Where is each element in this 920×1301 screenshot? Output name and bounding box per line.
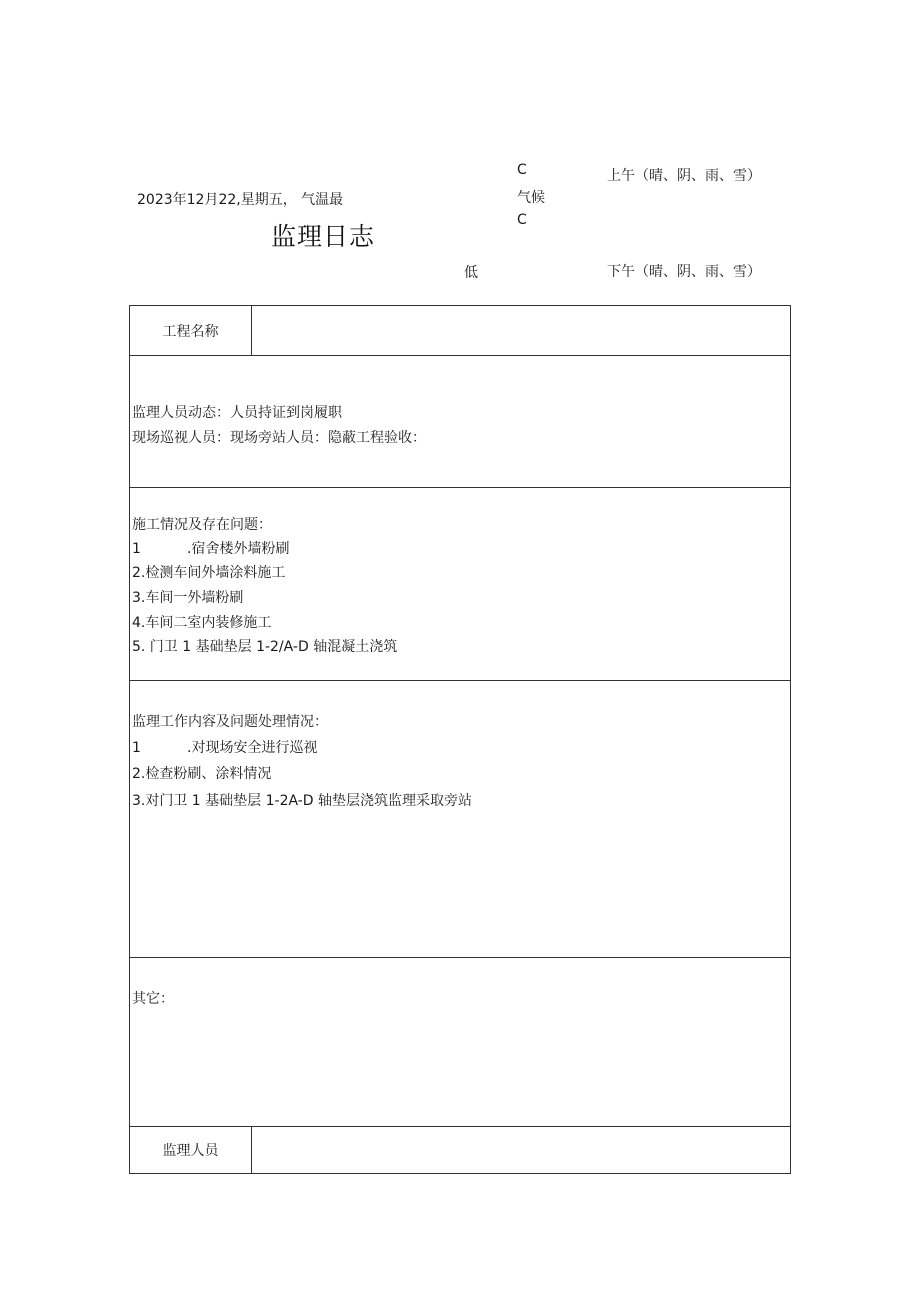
- supervisor-label: 监理人员: [130, 1127, 252, 1173]
- staff-dynamics-line: 监理人员动态：人员持证到岗履职: [132, 405, 342, 421]
- page-title: 监理日志: [271, 222, 376, 251]
- supervision-heading: 监理工作内容及问题处理情况：: [132, 714, 328, 730]
- climate-label: 气候: [517, 190, 545, 206]
- other-section: [130, 957, 790, 1126]
- supervisor-row: [130, 1126, 790, 1173]
- report-date-line: 2023年12月22,星期五， 气温最: [137, 192, 344, 208]
- afternoon-weather-options: 下午（晴、阴、雨、雪）: [607, 264, 761, 280]
- construction-section: [130, 487, 790, 680]
- project-name-row: [130, 306, 790, 355]
- project-name-field[interactable]: [251, 306, 790, 355]
- supervision-item: [132, 737, 317, 757]
- construction-item: 3.车间一外墙粉刷: [132, 590, 244, 606]
- item-text: .对现场安全进行巡视: [187, 740, 318, 756]
- temp-unit-low: C: [517, 212, 527, 228]
- onsite-staff-line: 现场巡视人员：现场旁站人员：隐蔽工程验收：: [132, 430, 426, 446]
- staff-dynamics-section: [130, 355, 790, 487]
- temp-unit-high: C: [517, 162, 527, 178]
- construction-item: [132, 538, 289, 558]
- supervision-item: 3.对门卫 1 基础垫层 1-2A-D 轴垫层浇筑监理采取旁站: [132, 793, 473, 809]
- construction-item: 5. 门卫 1 基础垫层 1-2/A-D 轴混凝土浇筑: [132, 639, 398, 655]
- construction-item: 4.车间二室内装修施工: [132, 615, 272, 631]
- construction-item: 2.检测车间外墙涂料施工: [132, 565, 286, 581]
- supervisor-field[interactable]: [251, 1127, 790, 1173]
- item-number: 1: [132, 740, 141, 756]
- supervision-item: 2.检查粉刷、涂料情况: [132, 766, 272, 782]
- morning-weather-options: 上午（晴、阴、雨、雪）: [607, 168, 761, 184]
- project-name-label: 工程名称: [130, 306, 252, 355]
- low-temp-label: 低: [464, 265, 478, 281]
- other-heading: 其它：: [132, 991, 174, 1007]
- item-text: .宿舍楼外墙粉刷: [187, 541, 290, 557]
- supervision-work-section: [130, 680, 790, 957]
- construction-heading: 施工情况及存在问题：: [132, 517, 272, 533]
- supervision-log-table: [129, 305, 791, 1174]
- item-number: 1: [132, 541, 141, 557]
